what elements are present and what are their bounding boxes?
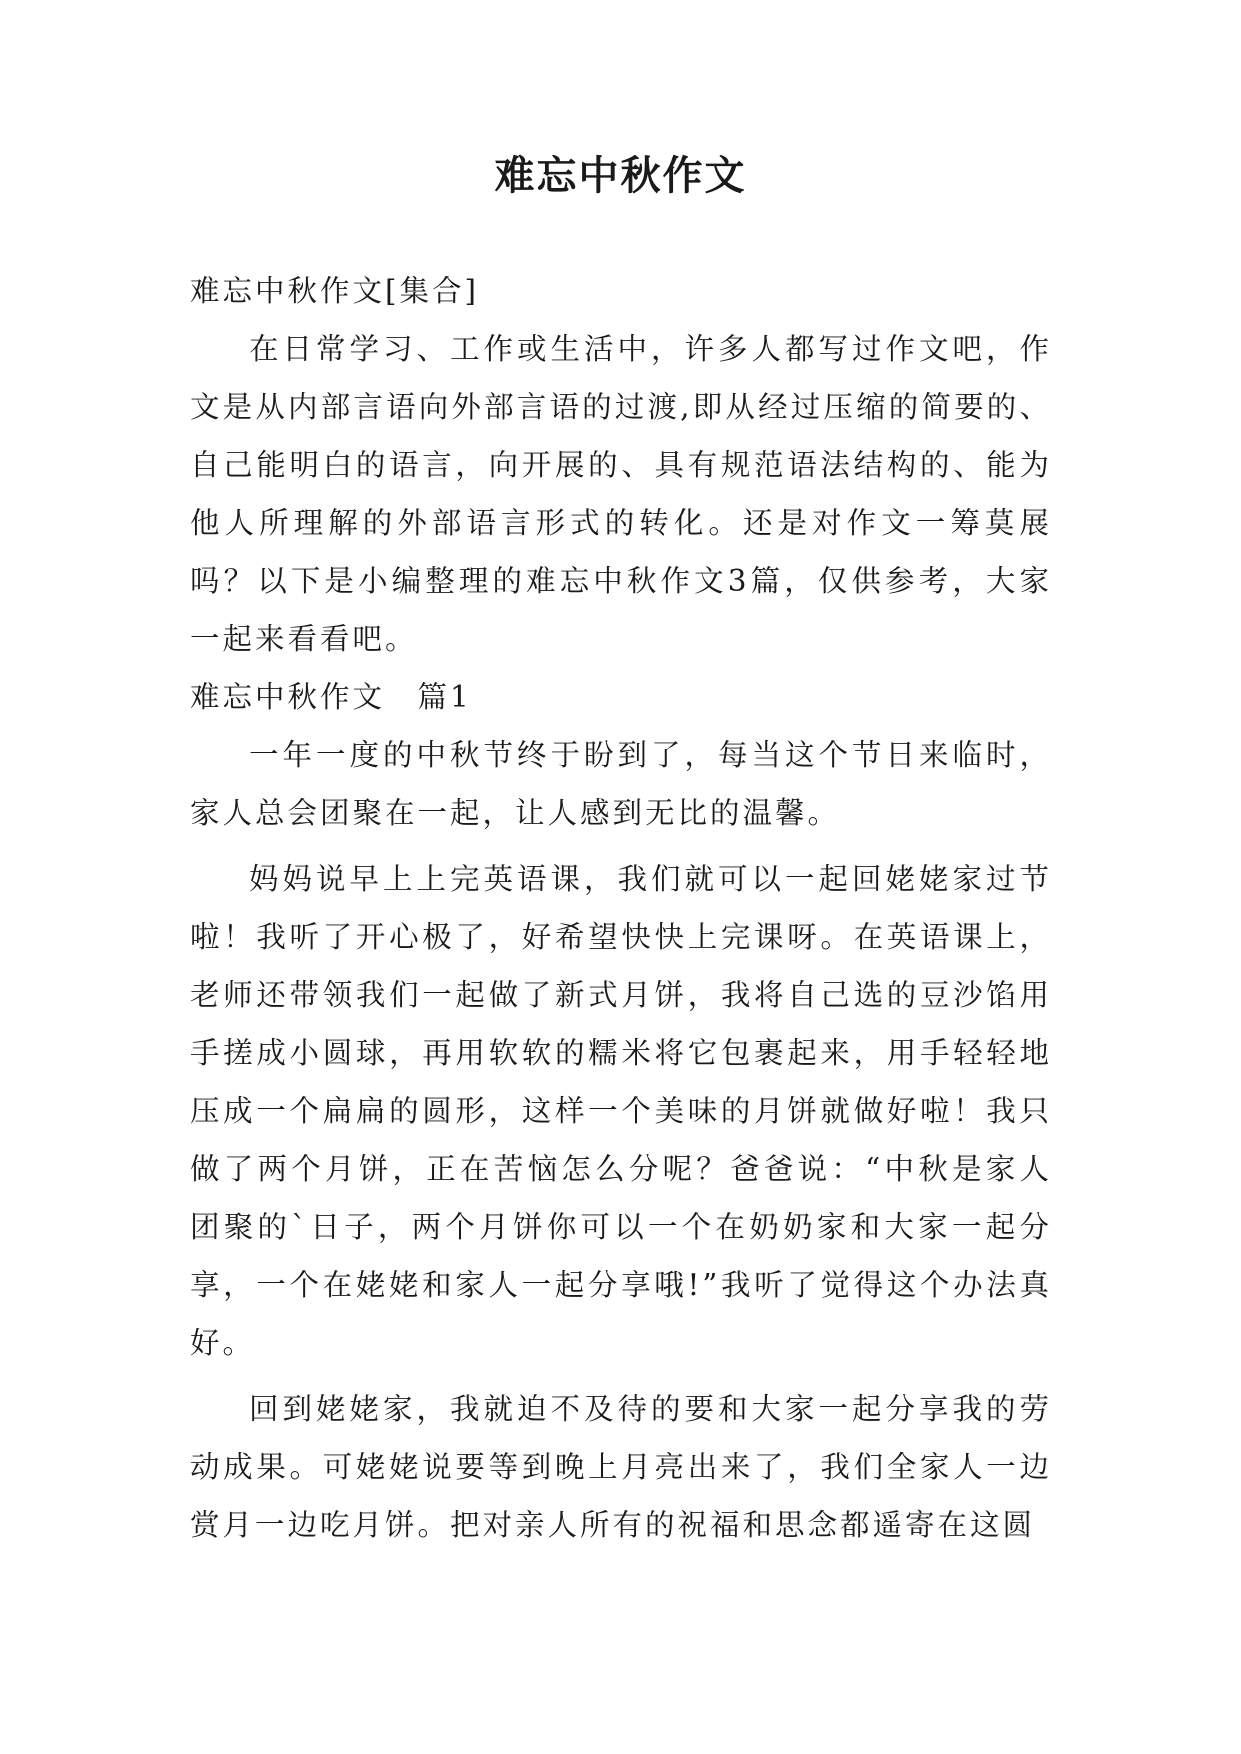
document-title: 难忘中秋作文: [494, 153, 747, 199]
body-paragraph-1: 一年一度的中秋节终于盼到了，每当这个节日来临时，家人总会团聚在一起，让人感到无比的温馨。: [190, 738, 1052, 830]
section-heading: 难忘中秋作文 篇1: [190, 680, 472, 714]
body-paragraph-2: 妈妈说早上上完英语课，我们就可以一起回姥姥家过节啦！我听了开心极了，好希望快快上完课呀。在英语课上，老师还带领我们一起做了新式月饼，我将自己选的豆沙馅用手搓成小圆球，再用软软的糯米将它包裹起来，用手轻轻地压成一个扁扁的圆形，这样一个美味的月饼就做好啦！我只做了两个月饼，正在苦恼怎么分呢？爸爸说：“中秋是家人团聚的`日子，两个月饼你可以一个在奶奶家和大家一起分享，一个在姥姥和家人一起分享哦!”我听了觉得这个办法真好。: [190, 862, 1052, 1360]
document-subtitle: 难忘中秋作文[集合]: [190, 274, 480, 308]
intro-paragraph: 在日常学习、工作或生活中，许多人都写过作文吧，作文是从内部言语向外部言语的过渡,即从经过压缩的简要的、自己能明白的语言，向开展的、具有规范语法结构的、能为他人所理解的外部语言形式的转化。还是对作文一筹莫展吗？以下是小编整理的难忘中秋作文3篇，仅供参考，大家一起来看看吧。: [190, 332, 1052, 656]
body-paragraph-3: 回到姥姥家，我就迫不及待的要和大家一起分享我的劳动成果。可姥姥说要等到晚上月亮出来了，我们全家人一边赏月一边吃月饼。把对亲人所有的祝福和思念都遥寄在这圆: [190, 1392, 1052, 1542]
document-body: [190, 262, 1052, 1554]
